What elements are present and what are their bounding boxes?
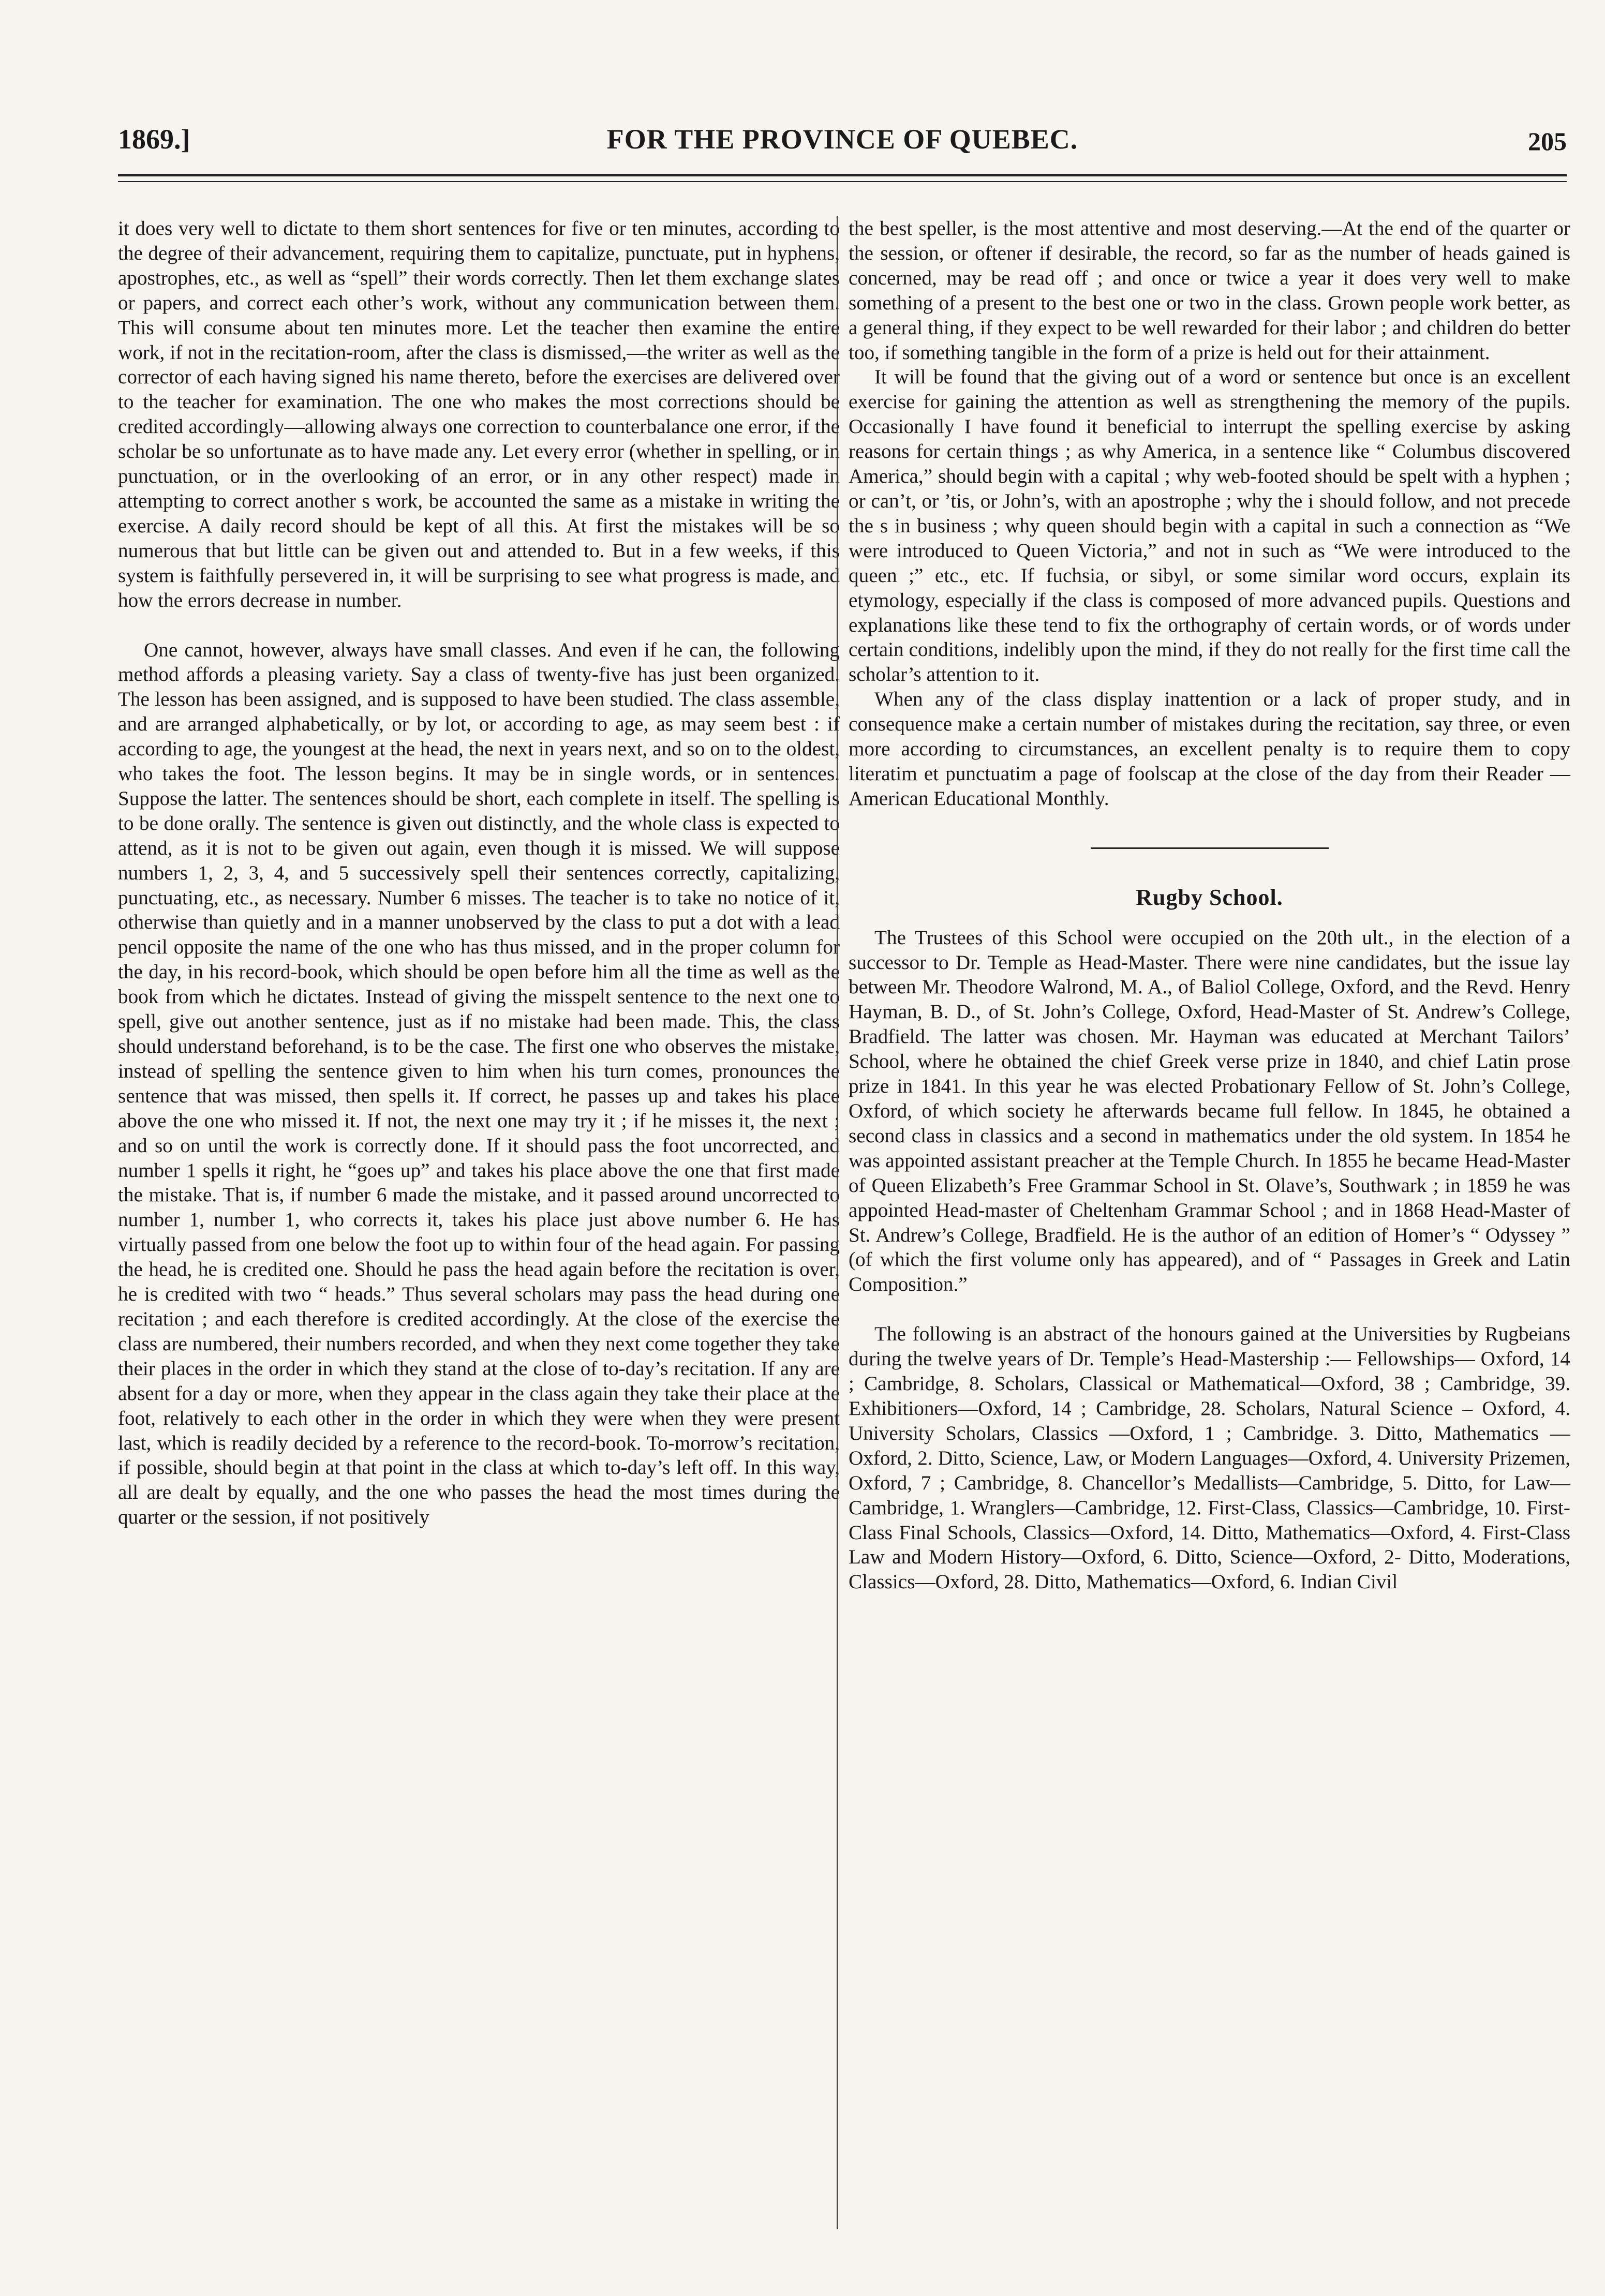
- header-title: FOR THE PROVINCE OF QUEBEC.: [606, 124, 1078, 155]
- left-column: [118, 216, 840, 1530]
- left-paragraph-2: One cannot, however, always have small classes. And even if he can, the following method affords a pleasing variety. Say a class of twenty-five has just been organized. The lesson has been assigned, and is supposed to have been studied. The class assemble, and are arranged alphabetically, or by lot, or according to age, as may seem best : if according to age, the youngest at the head, the next in years next, and so on to the oldest, who takes the foot. The lesson begins. It may be in single words, or in sentences. Suppose the latter. The sentences should be short, each complete in itself. The spelling is to be done orally. The sentence is given out distinctly, and the whole class is expected to attend, as it is not to be given out again, even though it is missed. We will suppose numbers 1, 2, 3, 4, and 5 successively spell their sentences correctly, capitalizing, punctuating, etc., as necessary. Number 6 misses. The teacher is to take no notice of it, otherwise than quietly and in a manner unobserved by the class to put a dot with a lead pencil opposite the name of the one who has thus missed, and in the proper column for the day, in his record-book, which should be open before him all the time as well as the book from which he dictates. Instead of giving the misspelt sentence to the next one to spell, give out another sentence, just as if no mistake had been made. This, the class should understand beforehand, is to be the case. The first one who observes the mistake, instead of spelling the sentence given to him when his turn comes, pronounces the sentence that was missed, then spells it. If correct, he passes up and takes his place above the one who missed it. If not, the next one may try it ; if he misses it, the next ; and so on until the work is correctly done. If it should pass the foot uncorrected, and number 1 spells it right, he “goes up” and takes his place above the one that first made the mistake. That is, if number 6 made the mistake, and it passed around uncorrected to number 1, number 1, who corrects it, takes his place just above number 6. He has virtually passed from one below the foot up to within four of the head again. For passing the head, he is credited one. Should he pass the head again before the recitation is over, he is credited with two “ heads.” Thus several scholars may pass the head during one recitation ; and each therefore is credited accordingly. At the close of the exercise the class are numbered, their numbers recorded, and when they next come together they take their places in the order in which they stand at the close of to-day’s recitation. If any are absent for a day or more, when they appear in the class again they take their place at the foot, relatively to each other in the order in which they were when they were present last, which is readily decided by a reference to the record-book. To-morrow’s recitation, if possible, should begin at that point in the class at which to-day’s left off. In this way, all are dealt by equally, and the one who passes the head the most times during the quarter or the session, if not positively: [118, 638, 840, 1529]
- right-paragraph-3: When any of the class display inattention or a lack of proper study, and in consequence make a certain number of mistakes during the recitation, say three, or even more according to circumstances, an excellent penalty is to require them to copy literatim et punctuatim a page of foolscap at the close of the day from their Reader —American Educational Monthly.: [849, 688, 1570, 810]
- section-title: Rugby School.: [1136, 884, 1283, 910]
- header-year: 1869.]: [118, 124, 190, 155]
- page-number: 205: [1528, 127, 1567, 156]
- right-column: [849, 216, 1570, 1594]
- section-divider-rule: [1091, 847, 1329, 849]
- right-paragraph-2: It will be found that the giving out of a word or sentence but once is an excellent exercise for gaining the attention as well as strengthening the memory of the pupils. Occasionally I have found it beneficial to interrupt the spelling exercise by asking reasons for certain things ; as why America, in a sentence like “ Columbus discovered America,” should begin with a capital ; why web-footed should be spelt with a hyphen ; or can’t, or ’tis, or John’s, with an apostrophe ; why the i should follow, and not precede the s in business ; why queen should begin with a capital in such a connection as “We were introduced to Queen Victoria,” and not in such as “We were introduced to the queen ;” etc., etc. If fuchsia, or sibyl, or some similar word occurs, explain its etymology, especially if the class is composed of more advanced pupils. Questions and explanations like these tend to fix the orthography of certain words, or of words under certain conditions, indelibly upon the mind, if they do not really for the first time call the scholar’s attention to it.: [849, 366, 1570, 686]
- header-rule-thick: [118, 174, 1567, 176]
- right-paragraph-1: the best speller, is the most attentive and most deserving.—At the end of the quarter or the session, or oftener if desirable, the record, so far as the number of heads gained is concerned, may be read off ; and once or twice a year it does very well to make something of a present to the best one or two in the class. Grown people work better, as a general thing, if they expect to be well rewarded for their labor ; and children do better too, if something tangible in the form of a prize is held out for their attainment.: [849, 217, 1570, 364]
- column-divider: [837, 216, 838, 2229]
- page-header: [118, 123, 1567, 170]
- rugby-paragraph-1: The Trustees of this School were occupied on the 20th ult., in the election of a successor to Dr. Temple as Head-Master. There were nine candidates, but the issue lay between Mr. Theodore Walrond, M. A., of Baliol College, Oxford, and the Revd. Henry Hayman, B. D., of St. John’s College, Oxford, Head-Master of St. Andrew’s College, Bradfield. The latter was chosen. Mr. Hayman was educated at Merchant Tailors’ School, where he obtained the chief Greek verse prize in 1840, and chief Latin prose prize in 1841. In this year he was elected Probationary Fellow of St. John’s College, Oxford, of which society he afterwards became full fellow. In 1845, he obtained a second class in classics and a second in mathematics under the old system. In 1854 he was appointed assistant preacher at the Temple Church. In 1855 he became Head-Master of Queen Elizabeth’s Free Grammar School in St. Olave’s, Southwark ; in 1859 he was appointed Head-master of Cheltenham Grammar School ; and in 1868 Head-Master of St. Andrew’s College, Bradfield. He is the author of an edition of Homer’s “ Odyssey ” (of which the first volume only has appeared), and of “ Passages in Greek and Latin Composition.”: [849, 926, 1570, 1296]
- rugby-paragraph-2: The following is an abstract of the honours gained at the Universities by Rugbeians during the twelve years of Dr. Temple’s Head-Mastership :— Fellowships— Oxford, 14 ; Cambridge, 8. Scholars, Classical or Mathematical—Oxford, 38 ; Cambridge, 39. Exhibitioners—Oxford, 14 ; Cambridge, 28. Scholars, Natural Science – Oxford, 4. University Scholars, Classics —Oxford, 1 ; Cambridge. 3. Ditto, Mathematics —Oxford, 2. Ditto, Science, Law, or Modern Languages—Oxford, 4. University Prizemen, Oxford, 7 ; Cambridge, 8. Chancellor’s Medallists—Cambridge, 5. Ditto, for Law—Cambridge, 1. Wranglers—Cambridge, 12. First-Class, Classics—Cambridge, 10. First-Class Final Schools, Classics—Oxford, 14. Ditto, Mathematics—Oxford, 4. First-Class Law and Modern History—Oxford, 6. Ditto, Science—Oxford, 2- Ditto, Moderations, Classics—Oxford, 28. Ditto, Mathematics—Oxford, 6. Indian Civil: [849, 1323, 1570, 1593]
- header-rule-thin: [118, 181, 1567, 182]
- left-paragraph-1: it does very well to dictate to them short sentences for five or ten minutes, according to the degree of their advancement, requiring them to capitalize, punctuate, put in hyphens, apostrophes, etc., as well as “spell” their words correctly. Then let them exchange slates or papers, and correct each other’s work, without any communication between them. This will consume about ten minutes more. Let the teacher then examine the entire work, if not in the recitation-room, after the class is dismissed,—the writer as well as the corrector of each having signed his name thereto, before the exercises are delivered over to the teacher for examination. The one who makes the most corrections should be credited accordingly—allowing always one correction to counterbalance one error, if the scholar be so unfortunate as to have made any. Let every error (whether in spelling, or in punctuation, or in the overlooking of an error, or in any other respect) made in attempting to correct another s work, be accounted the same as a mistake in writing the exercise. A daily record should be kept of all this. At first the mistakes will be so numerous that but little can be given out and attended to. But in a few weeks, if this system is faithfully persevered in, it will be surprising to see what progress is made, and how the errors decrease in number.: [118, 217, 840, 612]
